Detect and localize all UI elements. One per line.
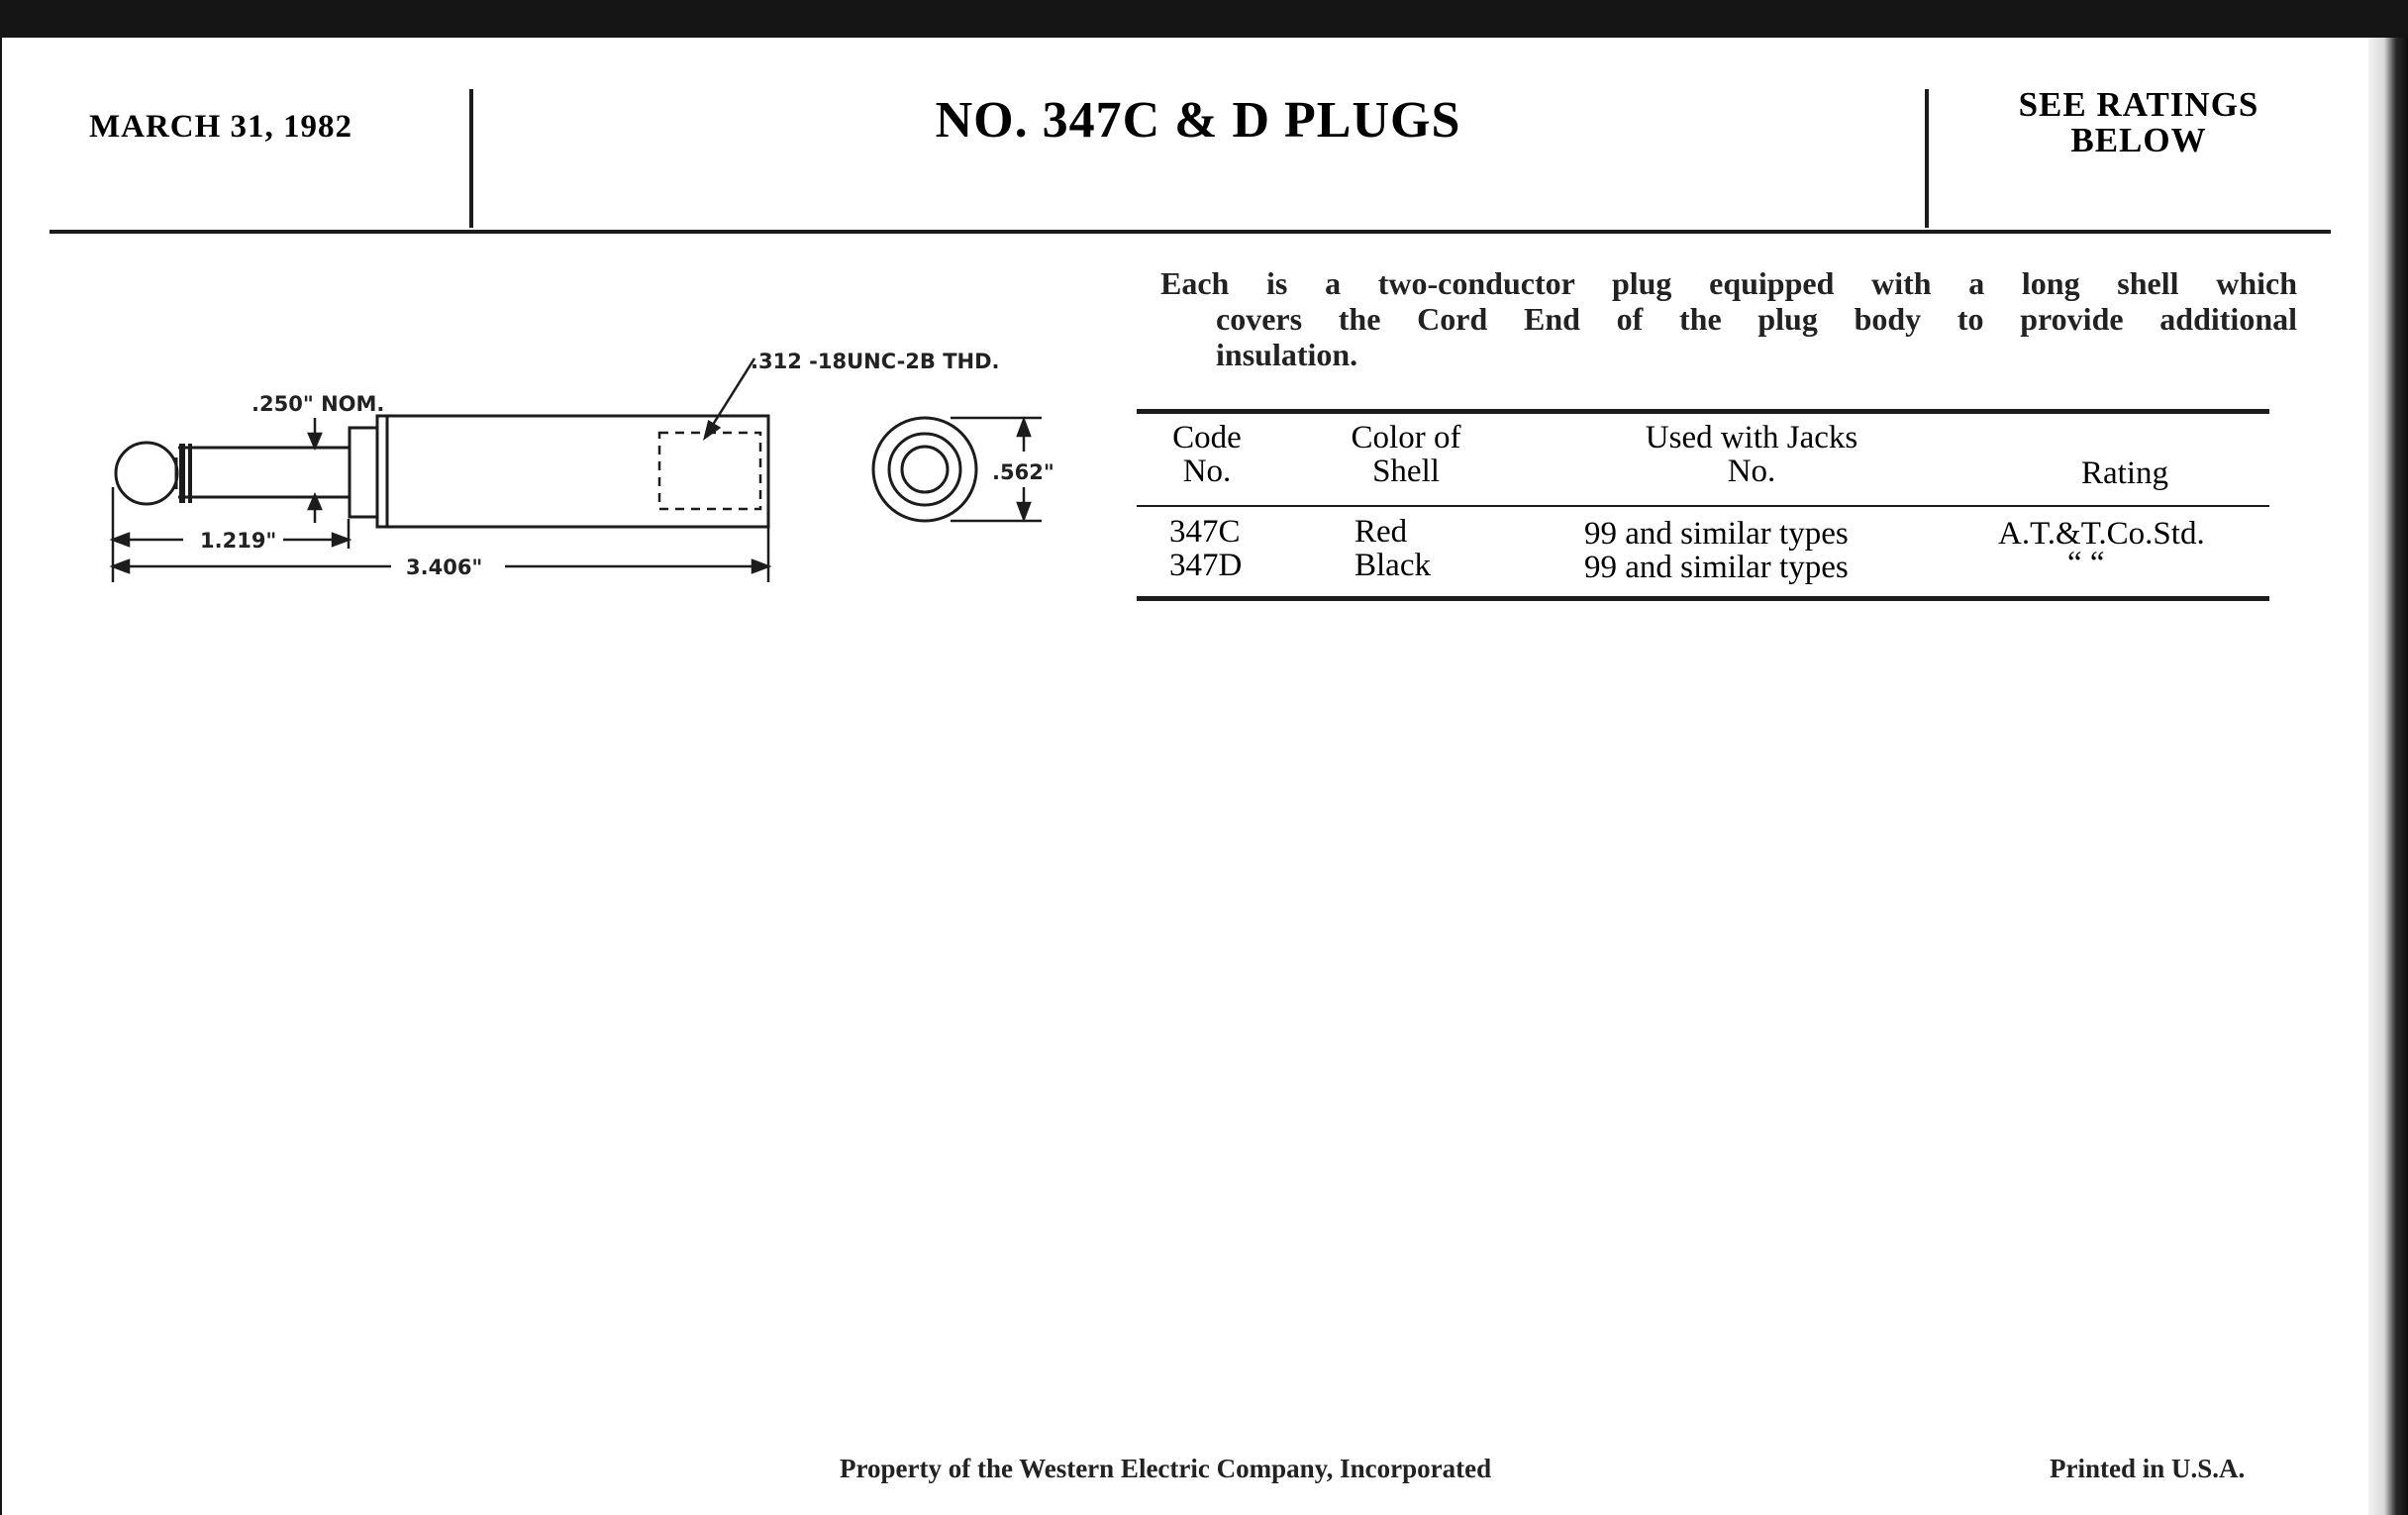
header-code-line2: No.	[1182, 454, 1232, 489]
footer-property: Property of the Western Electric Company, Incorporated	[840, 1454, 1492, 1483]
card-edge-shadow	[2368, 38, 2408, 1515]
thread-hidden-outline	[659, 433, 760, 509]
header-color-line2: Shell	[1372, 454, 1440, 489]
header-divider-right	[1925, 89, 1929, 228]
description-line2: covers the Cord End of the plug body to provide additional	[1216, 301, 2297, 337]
row-color: Red	[1354, 514, 1408, 550]
page-title: NO. 347C & D PLUGS	[935, 92, 1461, 149]
row-color: Black	[1354, 548, 1431, 583]
plug-collar	[350, 428, 377, 517]
ratings-note-line1: SEE RATINGS	[2018, 85, 2259, 124]
row-jacks: 99 and similar types	[1584, 516, 1849, 552]
ratings-note	[1931, 87, 2347, 158]
plug-diagram	[0, 0, 1089, 614]
issue-date: MARCH 31, 1982	[89, 109, 353, 145]
footer-printed: Printed in U.S.A.	[2050, 1454, 2246, 1483]
row-rating: “ “	[2067, 546, 2105, 581]
header-color	[1317, 421, 1495, 488]
header-code-line1: Code	[1172, 420, 1242, 455]
row-code: 347C	[1169, 514, 1241, 550]
row-rating: A.T.&T.Co.Std.	[1998, 516, 2205, 552]
table-header-rule	[1137, 505, 2269, 507]
header-code	[1139, 421, 1275, 488]
header-rating: Rating	[2081, 455, 2168, 491]
overall-length-label: 3.406"	[406, 556, 483, 579]
table-bottom-rule	[1137, 596, 2269, 601]
tip-nominal-label: .250" NOM.	[251, 392, 385, 416]
header-jacks-line1: Used with Jacks	[1645, 420, 1858, 455]
description-line3: insulation.	[1216, 337, 1358, 372]
table-top-rule	[1137, 409, 2269, 414]
tip-length-label: 1.219"	[200, 529, 277, 553]
shell-diameter-label: .562"	[992, 460, 1054, 484]
row-jacks: 99 and similar types	[1584, 550, 1849, 585]
row-code: 347D	[1169, 548, 1243, 583]
thread-spec-label: .312 -18UNC-2B THD.	[751, 350, 1000, 373]
description	[1160, 265, 2297, 372]
plug-tip-ball	[116, 443, 177, 504]
description-line1: Each is a two-conductor plug equipped with a long shell which	[1160, 265, 2297, 301]
header-jacks	[1558, 421, 1945, 488]
header-color-line1: Color of	[1351, 420, 1461, 455]
ratings-note-line2: BELOW	[2070, 121, 2207, 159]
header-jacks-line2: No.	[1727, 454, 1776, 489]
